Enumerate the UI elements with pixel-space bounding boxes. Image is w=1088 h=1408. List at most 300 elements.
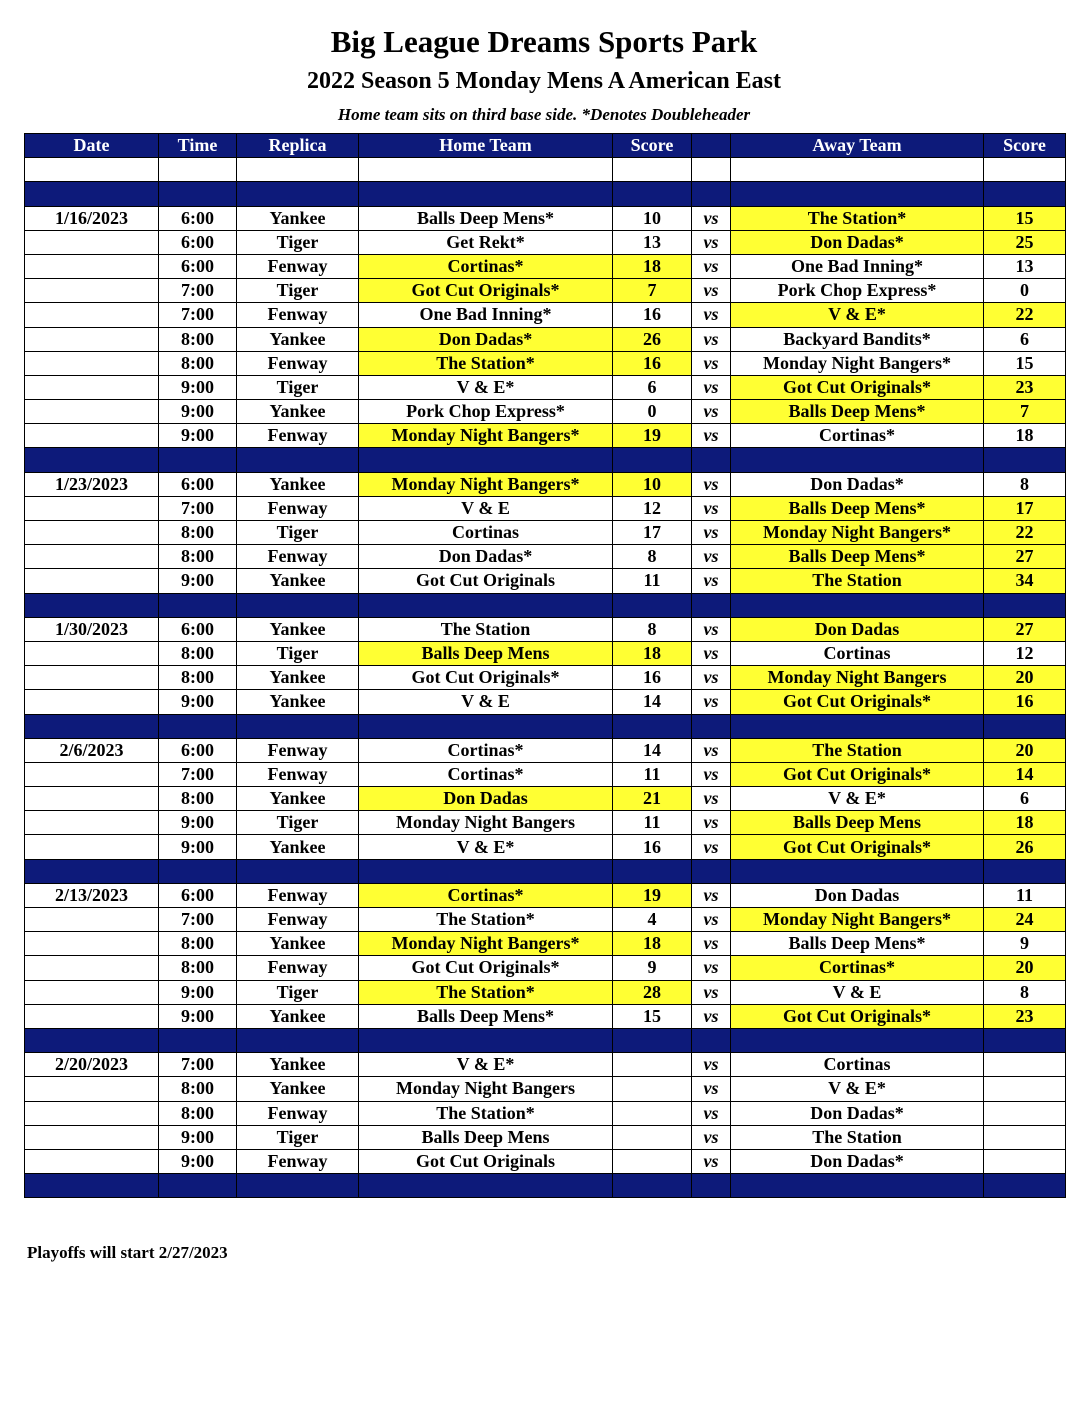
away-team: Cortinas* xyxy=(731,956,984,980)
away-score: 8 xyxy=(984,980,1066,1004)
away-score: 23 xyxy=(984,375,1066,399)
vs-label: vs xyxy=(692,303,731,327)
blank-cell xyxy=(613,158,692,182)
separator-cell xyxy=(692,859,731,883)
game-row xyxy=(25,666,1066,690)
game-date xyxy=(25,835,159,859)
home-score: 16 xyxy=(613,351,692,375)
home-score: 11 xyxy=(613,569,692,593)
game-date xyxy=(25,303,159,327)
away-team: Got Cut Originals* xyxy=(731,1004,984,1028)
game-date: 1/23/2023 xyxy=(25,472,159,496)
away-score: 18 xyxy=(984,424,1066,448)
home-score: 21 xyxy=(613,787,692,811)
vs-label: vs xyxy=(692,545,731,569)
away-score: 9 xyxy=(984,932,1066,956)
vs-label: vs xyxy=(692,883,731,907)
game-row xyxy=(25,1149,1066,1173)
vs-label: vs xyxy=(692,738,731,762)
game-row xyxy=(25,206,1066,230)
separator-cell xyxy=(613,593,692,617)
home-team: Get Rekt* xyxy=(359,230,613,254)
game-row xyxy=(25,569,1066,593)
game-row xyxy=(25,1077,1066,1101)
away-team: V & E* xyxy=(731,1077,984,1101)
game-row xyxy=(25,1053,1066,1077)
blank-row xyxy=(25,158,1066,182)
vs-label: vs xyxy=(692,1149,731,1173)
separator-cell xyxy=(731,1028,984,1052)
home-score: 0 xyxy=(613,400,692,424)
game-replica-field: Fenway xyxy=(237,424,359,448)
vs-label: vs xyxy=(692,206,731,230)
home-team: The Station* xyxy=(359,980,613,1004)
game-row xyxy=(25,351,1066,375)
away-score: 24 xyxy=(984,908,1066,932)
vs-label: vs xyxy=(692,956,731,980)
away-score: 26 xyxy=(984,835,1066,859)
separator-cell xyxy=(159,1028,237,1052)
home-score: 11 xyxy=(613,811,692,835)
game-replica-field: Yankee xyxy=(237,327,359,351)
home-team: Cortinas* xyxy=(359,883,613,907)
home-score: 4 xyxy=(613,908,692,932)
away-team: Cortinas* xyxy=(731,424,984,448)
game-time: 7:00 xyxy=(159,496,237,520)
game-date xyxy=(25,496,159,520)
home-score: 17 xyxy=(613,521,692,545)
away-team: Cortinas xyxy=(731,641,984,665)
away-score: 20 xyxy=(984,738,1066,762)
away-team: Don Dadas* xyxy=(731,472,984,496)
home-score: 8 xyxy=(613,545,692,569)
game-row xyxy=(25,1101,1066,1125)
game-date xyxy=(25,351,159,375)
col-header-away-score: Score xyxy=(984,134,1066,158)
away-team: V & E* xyxy=(731,787,984,811)
vs-label: vs xyxy=(692,762,731,786)
game-row xyxy=(25,496,1066,520)
home-team: V & E* xyxy=(359,375,613,399)
separator-cell xyxy=(159,1174,237,1198)
game-row xyxy=(25,521,1066,545)
game-time: 8:00 xyxy=(159,666,237,690)
home-score: 14 xyxy=(613,738,692,762)
game-date xyxy=(25,690,159,714)
separator-cell xyxy=(359,714,613,738)
game-date xyxy=(25,666,159,690)
home-team: Balls Deep Mens* xyxy=(359,1004,613,1028)
col-header-away-team: Away Team xyxy=(731,134,984,158)
game-date xyxy=(25,908,159,932)
col-header-time: Time xyxy=(159,134,237,158)
game-time: 9:00 xyxy=(159,1004,237,1028)
week-separator-row xyxy=(25,448,1066,472)
vs-label: vs xyxy=(692,932,731,956)
separator-cell xyxy=(731,859,984,883)
game-replica-field: Tiger xyxy=(237,521,359,545)
home-score: 6 xyxy=(613,375,692,399)
game-date xyxy=(25,400,159,424)
vs-label: vs xyxy=(692,1004,731,1028)
home-score: 16 xyxy=(613,303,692,327)
home-team: One Bad Inning* xyxy=(359,303,613,327)
separator-cell xyxy=(692,593,731,617)
separator-cell xyxy=(159,714,237,738)
away-score: 8 xyxy=(984,472,1066,496)
away-team: Cortinas xyxy=(731,1053,984,1077)
separator-cell xyxy=(25,714,159,738)
game-date xyxy=(25,254,159,278)
away-score: 15 xyxy=(984,351,1066,375)
game-replica-field: Yankee xyxy=(237,1053,359,1077)
separator-cell xyxy=(25,1174,159,1198)
game-date xyxy=(25,521,159,545)
game-date xyxy=(25,980,159,1004)
game-row xyxy=(25,230,1066,254)
doubleheader-note: Home team sits on third base side. *Denotes Doubleheader xyxy=(337,105,751,124)
game-time: 7:00 xyxy=(159,762,237,786)
away-team: Got Cut Originals* xyxy=(731,375,984,399)
home-score: 16 xyxy=(613,835,692,859)
blank-cell xyxy=(359,158,613,182)
game-replica-field: Tiger xyxy=(237,980,359,1004)
separator-cell xyxy=(984,714,1066,738)
home-score: 9 xyxy=(613,956,692,980)
vs-label: vs xyxy=(692,569,731,593)
game-replica-field: Fenway xyxy=(237,1101,359,1125)
game-row xyxy=(25,980,1066,1004)
game-date xyxy=(25,1125,159,1149)
vs-label: vs xyxy=(692,690,731,714)
game-row xyxy=(25,738,1066,762)
away-team: Got Cut Originals* xyxy=(731,690,984,714)
home-team: Don Dadas xyxy=(359,787,613,811)
blank-cell xyxy=(731,158,984,182)
game-time: 8:00 xyxy=(159,351,237,375)
game-time: 9:00 xyxy=(159,690,237,714)
game-replica-field: Fenway xyxy=(237,762,359,786)
game-replica-field: Tiger xyxy=(237,1125,359,1149)
game-replica-field: Fenway xyxy=(237,883,359,907)
home-score: 16 xyxy=(613,666,692,690)
game-time: 6:00 xyxy=(159,230,237,254)
game-row xyxy=(25,690,1066,714)
game-row xyxy=(25,956,1066,980)
game-row xyxy=(25,375,1066,399)
away-team: Balls Deep Mens xyxy=(731,811,984,835)
away-team: The Station xyxy=(731,1125,984,1149)
vs-label: vs xyxy=(692,424,731,448)
home-team: V & E* xyxy=(359,835,613,859)
vs-label: vs xyxy=(692,327,731,351)
game-date: 2/20/2023 xyxy=(25,1053,159,1077)
separator-cell xyxy=(237,1028,359,1052)
away-score: 0 xyxy=(984,279,1066,303)
week-separator-row xyxy=(25,593,1066,617)
home-team: Monday Night Bangers* xyxy=(359,424,613,448)
game-date: 1/30/2023 xyxy=(25,617,159,641)
game-replica-field: Fenway xyxy=(237,303,359,327)
schedule-table xyxy=(24,133,1066,1198)
game-date: 1/16/2023 xyxy=(25,206,159,230)
vs-label: vs xyxy=(692,811,731,835)
separator-cell xyxy=(25,593,159,617)
game-replica-field: Fenway xyxy=(237,956,359,980)
separator-cell xyxy=(613,1028,692,1052)
game-row xyxy=(25,303,1066,327)
game-row xyxy=(25,1004,1066,1028)
vs-label: vs xyxy=(692,254,731,278)
game-time: 8:00 xyxy=(159,327,237,351)
game-date: 2/6/2023 xyxy=(25,738,159,762)
separator-cell xyxy=(731,182,984,206)
home-team: Balls Deep Mens* xyxy=(359,206,613,230)
home-score: 12 xyxy=(613,496,692,520)
away-team: Monday Night Bangers* xyxy=(731,351,984,375)
game-date xyxy=(25,569,159,593)
vs-label: vs xyxy=(692,1077,731,1101)
home-score: 18 xyxy=(613,932,692,956)
home-team: V & E xyxy=(359,496,613,520)
home-score: 11 xyxy=(613,762,692,786)
home-score: 19 xyxy=(613,424,692,448)
separator-cell xyxy=(159,593,237,617)
vs-label: vs xyxy=(692,472,731,496)
away-score: 16 xyxy=(984,690,1066,714)
separator-cell xyxy=(984,1028,1066,1052)
blank-cell xyxy=(25,158,159,182)
separator-cell xyxy=(159,182,237,206)
schedule-body xyxy=(25,158,1066,1198)
game-replica-field: Fenway xyxy=(237,908,359,932)
home-score xyxy=(613,1101,692,1125)
away-score: 34 xyxy=(984,569,1066,593)
game-row xyxy=(25,545,1066,569)
away-score: 7 xyxy=(984,400,1066,424)
game-date xyxy=(25,279,159,303)
game-date xyxy=(25,762,159,786)
away-team: Don Dadas xyxy=(731,883,984,907)
game-replica-field: Tiger xyxy=(237,230,359,254)
home-score: 19 xyxy=(613,883,692,907)
separator-cell xyxy=(237,859,359,883)
home-team: Balls Deep Mens xyxy=(359,641,613,665)
away-score: 17 xyxy=(984,496,1066,520)
home-team: Monday Night Bangers xyxy=(359,1077,613,1101)
game-row xyxy=(25,883,1066,907)
home-score: 14 xyxy=(613,690,692,714)
vs-label: vs xyxy=(692,400,731,424)
game-time: 8:00 xyxy=(159,641,237,665)
vs-label: vs xyxy=(692,980,731,1004)
vs-label: vs xyxy=(692,1053,731,1077)
game-time: 6:00 xyxy=(159,472,237,496)
game-row xyxy=(25,472,1066,496)
away-team: Balls Deep Mens* xyxy=(731,496,984,520)
game-replica-field: Fenway xyxy=(237,496,359,520)
game-time: 6:00 xyxy=(159,206,237,230)
game-replica-field: Yankee xyxy=(237,666,359,690)
game-replica-field: Yankee xyxy=(237,690,359,714)
game-date xyxy=(25,811,159,835)
game-time: 9:00 xyxy=(159,811,237,835)
game-replica-field: Tiger xyxy=(237,641,359,665)
game-row xyxy=(25,617,1066,641)
week-separator-row xyxy=(25,1174,1066,1198)
away-score xyxy=(984,1077,1066,1101)
home-team: V & E xyxy=(359,690,613,714)
game-row xyxy=(25,641,1066,665)
vs-label: vs xyxy=(692,617,731,641)
game-time: 6:00 xyxy=(159,254,237,278)
game-date xyxy=(25,787,159,811)
game-replica-field: Yankee xyxy=(237,617,359,641)
separator-cell xyxy=(731,593,984,617)
away-score: 6 xyxy=(984,327,1066,351)
separator-cell xyxy=(613,1174,692,1198)
separator-cell xyxy=(159,859,237,883)
game-time: 8:00 xyxy=(159,956,237,980)
col-header-date: Date xyxy=(25,134,159,158)
game-replica-field: Tiger xyxy=(237,375,359,399)
home-score: 28 xyxy=(613,980,692,1004)
game-date xyxy=(25,545,159,569)
game-row xyxy=(25,400,1066,424)
away-team: Monday Night Bangers* xyxy=(731,521,984,545)
game-time: 8:00 xyxy=(159,545,237,569)
separator-cell xyxy=(25,1028,159,1052)
away-score xyxy=(984,1149,1066,1173)
week-separator-row xyxy=(25,859,1066,883)
home-score: 15 xyxy=(613,1004,692,1028)
separator-cell xyxy=(237,1174,359,1198)
separator-cell xyxy=(731,448,984,472)
game-date xyxy=(25,932,159,956)
home-team: Pork Chop Express* xyxy=(359,400,613,424)
away-score: 13 xyxy=(984,254,1066,278)
game-time: 8:00 xyxy=(159,1101,237,1125)
game-replica-field: Yankee xyxy=(237,400,359,424)
game-row xyxy=(25,762,1066,786)
vs-label: vs xyxy=(692,1125,731,1149)
home-team: The Station xyxy=(359,617,613,641)
game-date xyxy=(25,1077,159,1101)
home-team: Got Cut Originals xyxy=(359,569,613,593)
home-team: The Station* xyxy=(359,1101,613,1125)
game-time: 7:00 xyxy=(159,1053,237,1077)
away-team: One Bad Inning* xyxy=(731,254,984,278)
game-time: 9:00 xyxy=(159,835,237,859)
game-replica-field: Yankee xyxy=(237,787,359,811)
vs-label: vs xyxy=(692,666,731,690)
home-team: Cortinas* xyxy=(359,762,613,786)
header-row xyxy=(25,134,1066,158)
home-score: 10 xyxy=(613,472,692,496)
away-score: 12 xyxy=(984,641,1066,665)
game-date xyxy=(25,424,159,448)
game-time: 6:00 xyxy=(159,738,237,762)
home-team: V & E* xyxy=(359,1053,613,1077)
away-score: 23 xyxy=(984,1004,1066,1028)
game-replica-field: Yankee xyxy=(237,1004,359,1028)
separator-cell xyxy=(359,182,613,206)
col-header-home-team: Home Team xyxy=(359,134,613,158)
away-team: The Station xyxy=(731,738,984,762)
separator-cell xyxy=(984,1174,1066,1198)
separator-cell xyxy=(984,859,1066,883)
game-time: 6:00 xyxy=(159,617,237,641)
game-row xyxy=(25,254,1066,278)
game-time: 6:00 xyxy=(159,883,237,907)
separator-cell xyxy=(692,1174,731,1198)
home-team: Don Dadas* xyxy=(359,327,613,351)
game-time: 9:00 xyxy=(159,1149,237,1173)
away-team: Pork Chop Express* xyxy=(731,279,984,303)
away-team: The Station xyxy=(731,569,984,593)
away-team: V & E xyxy=(731,980,984,1004)
vs-label: vs xyxy=(692,521,731,545)
home-score xyxy=(613,1149,692,1173)
game-replica-field: Fenway xyxy=(237,351,359,375)
col-header-home-score: Score xyxy=(613,134,692,158)
game-row xyxy=(25,327,1066,351)
away-team: Don Dadas* xyxy=(731,1101,984,1125)
home-score: 26 xyxy=(613,327,692,351)
separator-cell xyxy=(237,714,359,738)
game-row xyxy=(25,787,1066,811)
game-date xyxy=(25,641,159,665)
separator-cell xyxy=(25,859,159,883)
separator-cell xyxy=(692,1028,731,1052)
away-score: 15 xyxy=(984,206,1066,230)
away-team: Don Dadas* xyxy=(731,1149,984,1173)
away-team: Don Dadas xyxy=(731,617,984,641)
away-team: Balls Deep Mens* xyxy=(731,932,984,956)
home-score xyxy=(613,1125,692,1149)
separator-cell xyxy=(237,593,359,617)
away-team: Balls Deep Mens* xyxy=(731,400,984,424)
game-row xyxy=(25,424,1066,448)
home-team: Got Cut Originals* xyxy=(359,279,613,303)
game-replica-field: Yankee xyxy=(237,932,359,956)
blank-cell xyxy=(237,158,359,182)
separator-cell xyxy=(731,1174,984,1198)
away-team: The Station* xyxy=(731,206,984,230)
away-score xyxy=(984,1053,1066,1077)
home-score: 18 xyxy=(613,254,692,278)
game-replica-field: Fenway xyxy=(237,1149,359,1173)
game-time: 7:00 xyxy=(159,908,237,932)
vs-label: vs xyxy=(692,375,731,399)
separator-cell xyxy=(613,182,692,206)
separator-cell xyxy=(984,448,1066,472)
game-replica-field: Tiger xyxy=(237,811,359,835)
home-team: The Station* xyxy=(359,351,613,375)
home-score: 18 xyxy=(613,641,692,665)
away-score: 22 xyxy=(984,521,1066,545)
separator-cell xyxy=(613,859,692,883)
game-date xyxy=(25,1004,159,1028)
vs-label: vs xyxy=(692,230,731,254)
separator-cell xyxy=(25,448,159,472)
game-row xyxy=(25,908,1066,932)
away-score: 18 xyxy=(984,811,1066,835)
away-score: 14 xyxy=(984,762,1066,786)
home-team: Got Cut Originals* xyxy=(359,956,613,980)
home-team: Balls Deep Mens xyxy=(359,1125,613,1149)
page-subtitle: 2022 Season 5 Monday Mens A American East xyxy=(306,68,782,94)
